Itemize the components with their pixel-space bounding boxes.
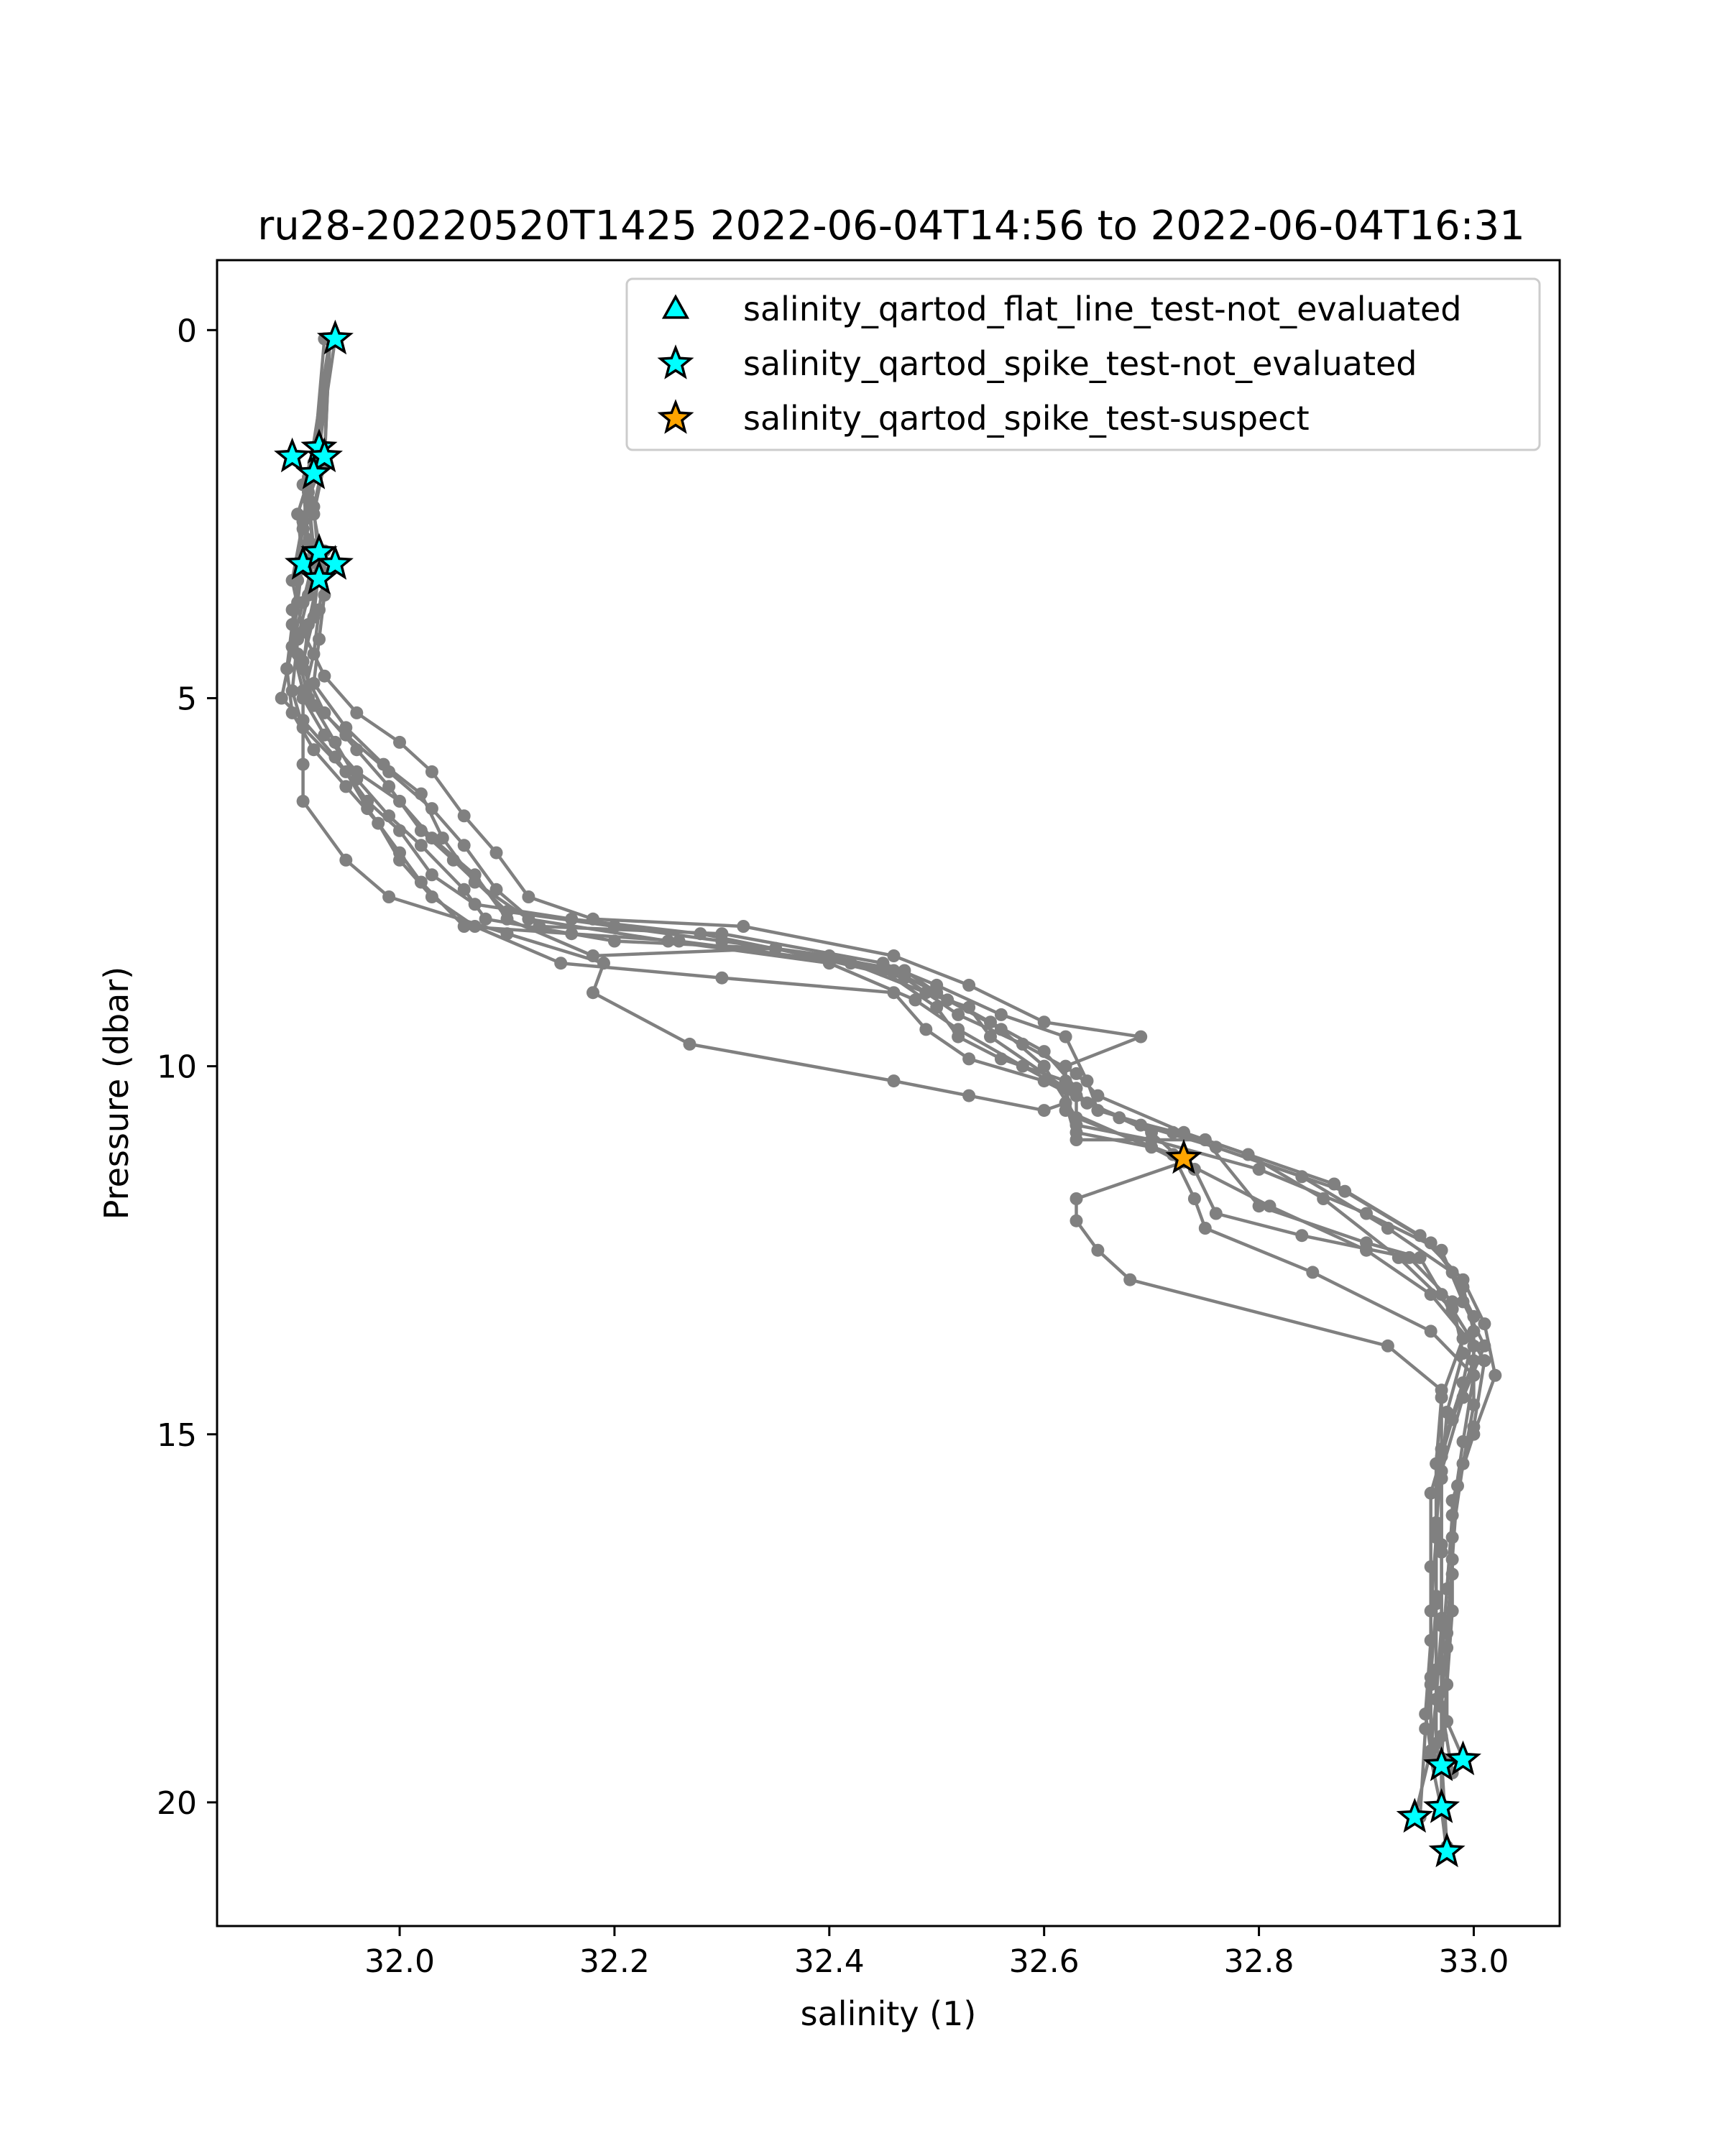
profile-point	[490, 847, 503, 860]
profile-point	[426, 765, 438, 778]
profile-point	[586, 913, 599, 926]
profile-point	[1425, 1605, 1438, 1618]
profile-point	[673, 935, 686, 948]
profile-point	[888, 986, 901, 999]
profile-point	[919, 1023, 932, 1036]
profile-point	[350, 765, 363, 778]
profile-point	[393, 795, 406, 808]
profile-point	[1414, 1251, 1427, 1264]
profile-point	[1038, 1074, 1051, 1087]
profile-point	[898, 964, 911, 977]
profile-point	[1435, 1391, 1448, 1404]
profile-point	[501, 927, 514, 940]
x-tick-label: 32.6	[1008, 1943, 1080, 1980]
x-tick-label: 32.8	[1223, 1943, 1294, 1980]
profile-point	[984, 1031, 997, 1044]
profile-point	[1425, 1678, 1438, 1691]
profile-point	[1199, 1133, 1212, 1146]
profile-point	[1038, 1015, 1051, 1028]
y-tick-label: 0	[177, 313, 197, 350]
profile-point	[308, 648, 321, 660]
profile-point	[888, 949, 901, 962]
profile-point	[995, 1052, 1008, 1065]
y-tick-label: 20	[157, 1784, 197, 1822]
profile-point	[1360, 1236, 1373, 1249]
profile-point	[308, 507, 321, 520]
profile-point	[1381, 1222, 1394, 1235]
profile-point	[313, 604, 326, 617]
profile-point	[393, 736, 406, 749]
profile-point	[1070, 1215, 1083, 1227]
x-tick-label: 32.2	[579, 1943, 650, 1980]
profile-point	[458, 883, 471, 896]
profile-point	[962, 1089, 975, 1102]
profile-point	[1070, 1067, 1083, 1080]
profile-point	[286, 640, 299, 653]
profile-point	[962, 979, 975, 992]
profile-point	[1435, 1656, 1448, 1669]
profile-point	[275, 692, 288, 705]
profile-point	[1467, 1369, 1480, 1382]
profile-point	[382, 809, 395, 822]
profile-point	[501, 913, 514, 926]
profile-point	[1070, 1192, 1083, 1205]
profile-point	[426, 868, 438, 881]
profile-point	[280, 663, 293, 676]
profile-point	[286, 706, 299, 719]
profile-point	[1123, 1273, 1136, 1286]
legend	[627, 279, 1540, 450]
profile-point	[426, 831, 438, 844]
profile-point	[1145, 1126, 1158, 1139]
profile-point	[1440, 1583, 1453, 1595]
profile-point	[684, 1038, 696, 1051]
profile-point	[1457, 1376, 1470, 1389]
profile-point	[1489, 1369, 1501, 1382]
profile-point	[1435, 1730, 1448, 1743]
profile-point	[1457, 1435, 1470, 1448]
profile-point	[1430, 1457, 1443, 1470]
profile-point	[737, 920, 750, 933]
chart-title: ru28-20220520T1425 2022-06-04T14:56 to 2022-06-04T16:31	[257, 203, 1525, 249]
profile-point	[1430, 1531, 1443, 1544]
profile-point	[1091, 1089, 1104, 1102]
profile-point	[1467, 1421, 1480, 1434]
profile-point	[415, 788, 428, 801]
profile-point	[377, 758, 390, 771]
x-tick-label: 32.0	[364, 1943, 436, 1980]
y-tick-label: 10	[157, 1049, 197, 1086]
profile-point	[350, 706, 363, 719]
profile-point	[1188, 1192, 1201, 1205]
profile-point	[1317, 1192, 1330, 1205]
profile-point	[715, 972, 728, 985]
profile-point	[1038, 1060, 1051, 1073]
profile-point	[318, 670, 331, 683]
profile-point	[554, 957, 567, 969]
profile-point	[339, 854, 352, 867]
profile-point	[1177, 1126, 1190, 1139]
profile-point	[1457, 1332, 1470, 1345]
profile-point	[297, 795, 310, 808]
legend-entry-3	[661, 399, 1310, 438]
profile-point	[597, 957, 610, 969]
profile-point	[1059, 1097, 1072, 1110]
profile-point	[1242, 1148, 1255, 1161]
profile-point	[1210, 1207, 1223, 1220]
profile-point	[1425, 1236, 1438, 1249]
profile-point	[1435, 1288, 1448, 1301]
profile-point	[522, 890, 535, 903]
profile-point	[1425, 1325, 1438, 1337]
legend-label: salinity_qartod_spike_test-suspect	[743, 399, 1310, 438]
y-axis-label: Pressure (dbar)	[97, 966, 136, 1220]
y-tick-label: 5	[177, 681, 197, 718]
profile-point	[1134, 1031, 1147, 1044]
profile-point	[888, 1074, 901, 1087]
profile-point	[372, 817, 385, 830]
profile-point	[1338, 1185, 1351, 1198]
profile-point	[952, 1031, 965, 1044]
profile-point	[962, 1052, 975, 1065]
profile-point	[308, 743, 321, 756]
profile-point	[1081, 1097, 1094, 1110]
y-tick-label: 15	[157, 1416, 197, 1454]
profile-point	[318, 729, 331, 742]
legend-label: salinity_qartod_flat_line_test-not_evaluated	[743, 290, 1462, 328]
profile-point	[1253, 1199, 1266, 1212]
profile-point	[469, 868, 482, 881]
x-tick-label: 33.0	[1438, 1943, 1509, 1980]
profile-point	[1038, 1104, 1051, 1117]
profile-point	[297, 684, 310, 697]
profile-point	[1070, 1133, 1083, 1146]
profile-point	[426, 890, 438, 903]
profile-point	[995, 1008, 1008, 1021]
profile-point	[565, 927, 578, 940]
x-axis-label: salinity (1)	[800, 1994, 977, 2033]
profile-point	[1478, 1317, 1491, 1330]
profile-point	[1381, 1340, 1394, 1353]
legend-entry-2	[661, 344, 1417, 383]
profile-point	[382, 890, 395, 903]
x-tick-label: 32.4	[794, 1943, 865, 1980]
profile-point	[694, 927, 707, 940]
profile-point	[1199, 1222, 1212, 1235]
profile-point	[586, 986, 599, 999]
legend-entry-1	[664, 290, 1462, 328]
profile-point	[1457, 1281, 1470, 1294]
legend-label: salinity_qartod_spike_test-not_evaluated	[743, 344, 1417, 383]
profile-point	[302, 493, 315, 506]
profile-point	[941, 993, 954, 1006]
profile-point	[339, 721, 352, 734]
profile-point	[458, 839, 471, 852]
profile-point	[769, 942, 782, 955]
profile-point	[393, 854, 406, 867]
profile-point	[415, 839, 428, 852]
profile-point	[458, 809, 471, 822]
profile-point	[1478, 1354, 1491, 1367]
profile-point	[995, 1023, 1008, 1036]
profile-point	[1306, 1266, 1319, 1279]
profile-point	[479, 913, 492, 926]
profile-point	[1091, 1244, 1104, 1257]
profile-point	[1295, 1229, 1308, 1242]
profile-point	[291, 596, 304, 609]
profile-point	[1446, 1508, 1459, 1521]
profile-point	[339, 780, 352, 793]
profile-point	[1059, 1031, 1072, 1044]
profile-point	[297, 758, 310, 771]
